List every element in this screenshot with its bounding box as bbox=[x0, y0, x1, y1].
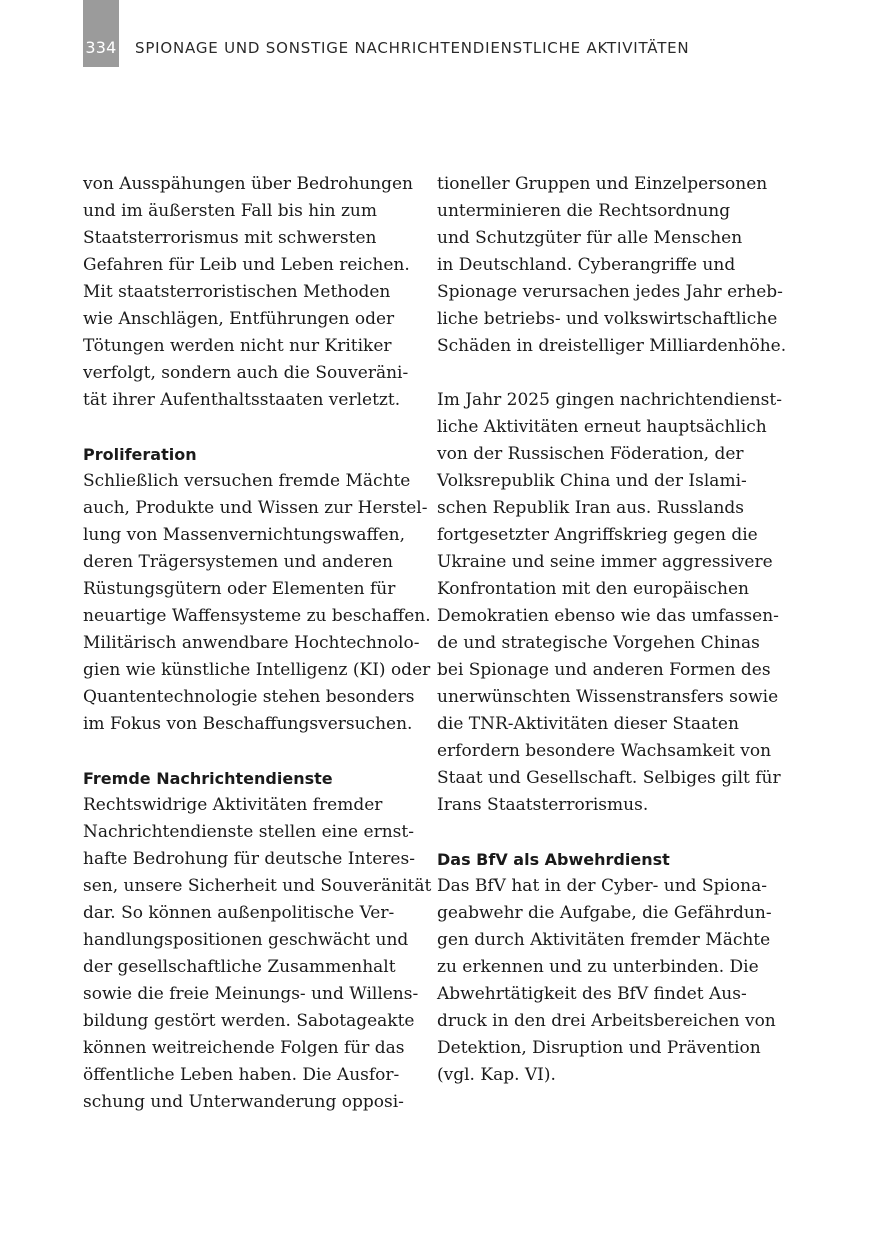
text-line: Ukraine und seine immer aggressivere bbox=[437, 552, 773, 572]
text-line: zu erkennen und zu unterbinden. Die bbox=[437, 957, 759, 977]
paragraph-gap bbox=[83, 414, 418, 441]
text-line: deren Trägersystemen und anderen bbox=[83, 552, 393, 572]
paragraph-gap bbox=[437, 819, 772, 846]
bfv-paragraph bbox=[437, 873, 776, 1089]
text-line: der gesellschaftliche Zusammenhalt bbox=[83, 957, 396, 977]
text-line: und im äußersten Fall bis hin zum bbox=[83, 201, 378, 221]
text-line: liche betriebs- und volkswirtschaftliche bbox=[437, 309, 778, 329]
text-line: verfolgt, sondern auch die Souveräni- bbox=[83, 363, 409, 383]
left-column bbox=[83, 171, 432, 1116]
text-line: Militärisch anwendbare Hochtechnolo- bbox=[83, 633, 420, 653]
text-line: hafte Bedrohung für deutsche Interes- bbox=[83, 849, 415, 869]
text-line: Irans Staatsterrorismus. bbox=[437, 795, 649, 815]
intro-paragraph bbox=[83, 171, 418, 414]
text-line: neuartige Waffensysteme zu beschaffen. bbox=[83, 606, 431, 626]
text-line: Tötungen werden nicht nur Kritiker bbox=[83, 336, 392, 356]
text-line: fortgesetzter Angriffskrieg gegen die bbox=[437, 525, 758, 545]
paragraph-gap bbox=[83, 738, 418, 765]
text-line: de und strategische Vorgehen Chinas bbox=[437, 633, 760, 653]
right-column bbox=[437, 171, 787, 1089]
text-line: Demokratien ebenso wie das umfassen- bbox=[437, 606, 779, 626]
text-line: in Deutschland. Cyberangriffe und bbox=[437, 255, 736, 275]
text-line: Mit staatsterroristischen Methoden bbox=[83, 282, 391, 302]
text-line: Rüstungsgütern oder Elementen für bbox=[83, 579, 396, 599]
text-line: unterminieren die Rechtsordnung bbox=[437, 201, 731, 221]
text-line: gen durch Aktivitäten fremder Mächte bbox=[437, 930, 771, 950]
text-line: schen Republik Iran aus. Russlands bbox=[437, 498, 745, 518]
text-line: Im Jahr 2025 gingen nachrichtendienst- bbox=[437, 390, 782, 410]
text-line: geabwehr die Aufgabe, die Gefährdun- bbox=[437, 903, 772, 923]
text-line: gien wie künstliche Intelligenz (KI) oder bbox=[83, 660, 431, 680]
paragraph-gap bbox=[437, 360, 772, 387]
text-line: von Ausspähungen über Bedrohungen bbox=[83, 174, 413, 194]
page-number: 334 bbox=[85, 38, 117, 57]
text-line: und Schutzgüter für alle Menschen bbox=[437, 228, 743, 248]
text-line: lung von Massenvernichtungswaffen, bbox=[83, 525, 405, 545]
section-heading-proliferation: Proliferation bbox=[83, 445, 197, 464]
text-line: liche Aktivitäten erneut hauptsächlich bbox=[437, 417, 767, 437]
text-line: druck in den drei Arbeitsbereichen von bbox=[437, 1011, 776, 1031]
text-line: auch, Produkte und Wissen zur Herstel- bbox=[83, 498, 428, 518]
text-line: dar. So können außenpolitische Ver- bbox=[83, 903, 395, 923]
text-line: Staat und Gesellschaft. Selbiges gilt für bbox=[437, 768, 781, 788]
foreign-services-paragraph bbox=[83, 792, 432, 1116]
text-line: erfordern besondere Wachsamkeit von bbox=[437, 741, 772, 761]
text-line: Schließlich versuchen fremde Mächte bbox=[83, 471, 411, 491]
text-line: Quantentechnologie stehen besonders bbox=[83, 687, 415, 707]
text-line: Abwehrtätigkeit des BfV findet Aus- bbox=[437, 984, 747, 1004]
text-line: tioneller Gruppen und Einzelpersonen bbox=[437, 174, 768, 194]
text-line: tät ihrer Aufenthaltsstaaten verletzt. bbox=[83, 390, 401, 410]
text-line: (vgl. Kap. VI). bbox=[437, 1065, 556, 1085]
text-line: Staatsterrorismus mit schwersten bbox=[83, 228, 377, 248]
text-line: öffentliche Leben haben. Die Ausfor- bbox=[83, 1065, 400, 1085]
year-2025-paragraph bbox=[437, 387, 782, 819]
section-heading-bfv: Das BfV als Abwehrdienst bbox=[437, 850, 670, 869]
text-line: Schäden in dreistelliger Milliardenhöhe. bbox=[437, 336, 787, 356]
text-line: schung und Unterwanderung opposi- bbox=[83, 1092, 404, 1112]
running-title: SPIONAGE UND SONSTIGE NACHRICHTENDIENSTLICHE AKTIVITÄTEN bbox=[135, 39, 690, 57]
proliferation-paragraph bbox=[83, 468, 431, 738]
text-line: handlungspositionen geschwächt und bbox=[83, 930, 409, 950]
text-line: von der Russischen Föderation, der bbox=[437, 444, 744, 464]
text-line: können weitreichende Folgen für das bbox=[83, 1038, 405, 1058]
text-line: Konfrontation mit den europäischen bbox=[437, 579, 749, 599]
text-line: Spionage verursachen jedes Jahr erheb- bbox=[437, 282, 783, 302]
text-line: Volksrepublik China und der Islami- bbox=[437, 471, 747, 491]
text-line: die TNR-Aktivitäten dieser Staaten bbox=[437, 714, 739, 734]
text-line: bei Spionage und anderen Formen des bbox=[437, 660, 771, 680]
text-line: Gefahren für Leib und Leben reichen. bbox=[83, 255, 410, 275]
section-heading-foreign-services: Fremde Nachrichtendienste bbox=[83, 769, 333, 788]
page-header bbox=[0, 0, 875, 70]
text-line: im Fokus von Beschaffungsversuchen. bbox=[83, 714, 413, 734]
text-line: bildung gestört werden. Sabotageakte bbox=[83, 1011, 415, 1031]
continuation-paragraph bbox=[437, 171, 787, 360]
text-line: Detektion, Disruption und Prävention bbox=[437, 1038, 761, 1058]
text-line: Rechtswidrige Aktivitäten fremder bbox=[83, 795, 383, 815]
page-number-tab bbox=[83, 0, 119, 67]
text-line: wie Anschlägen, Entführungen oder bbox=[83, 309, 395, 329]
text-line: Nachrichtendienste stellen eine ernst- bbox=[83, 822, 414, 842]
text-line: sowie die freie Meinungs- und Willens- bbox=[83, 984, 419, 1004]
text-line: unerwünschten Wissenstransfers sowie bbox=[437, 687, 779, 707]
text-line: sen, unsere Sicherheit und Souveränität bbox=[83, 876, 432, 896]
text-line: Das BfV hat in der Cyber- und Spiona- bbox=[437, 876, 767, 896]
